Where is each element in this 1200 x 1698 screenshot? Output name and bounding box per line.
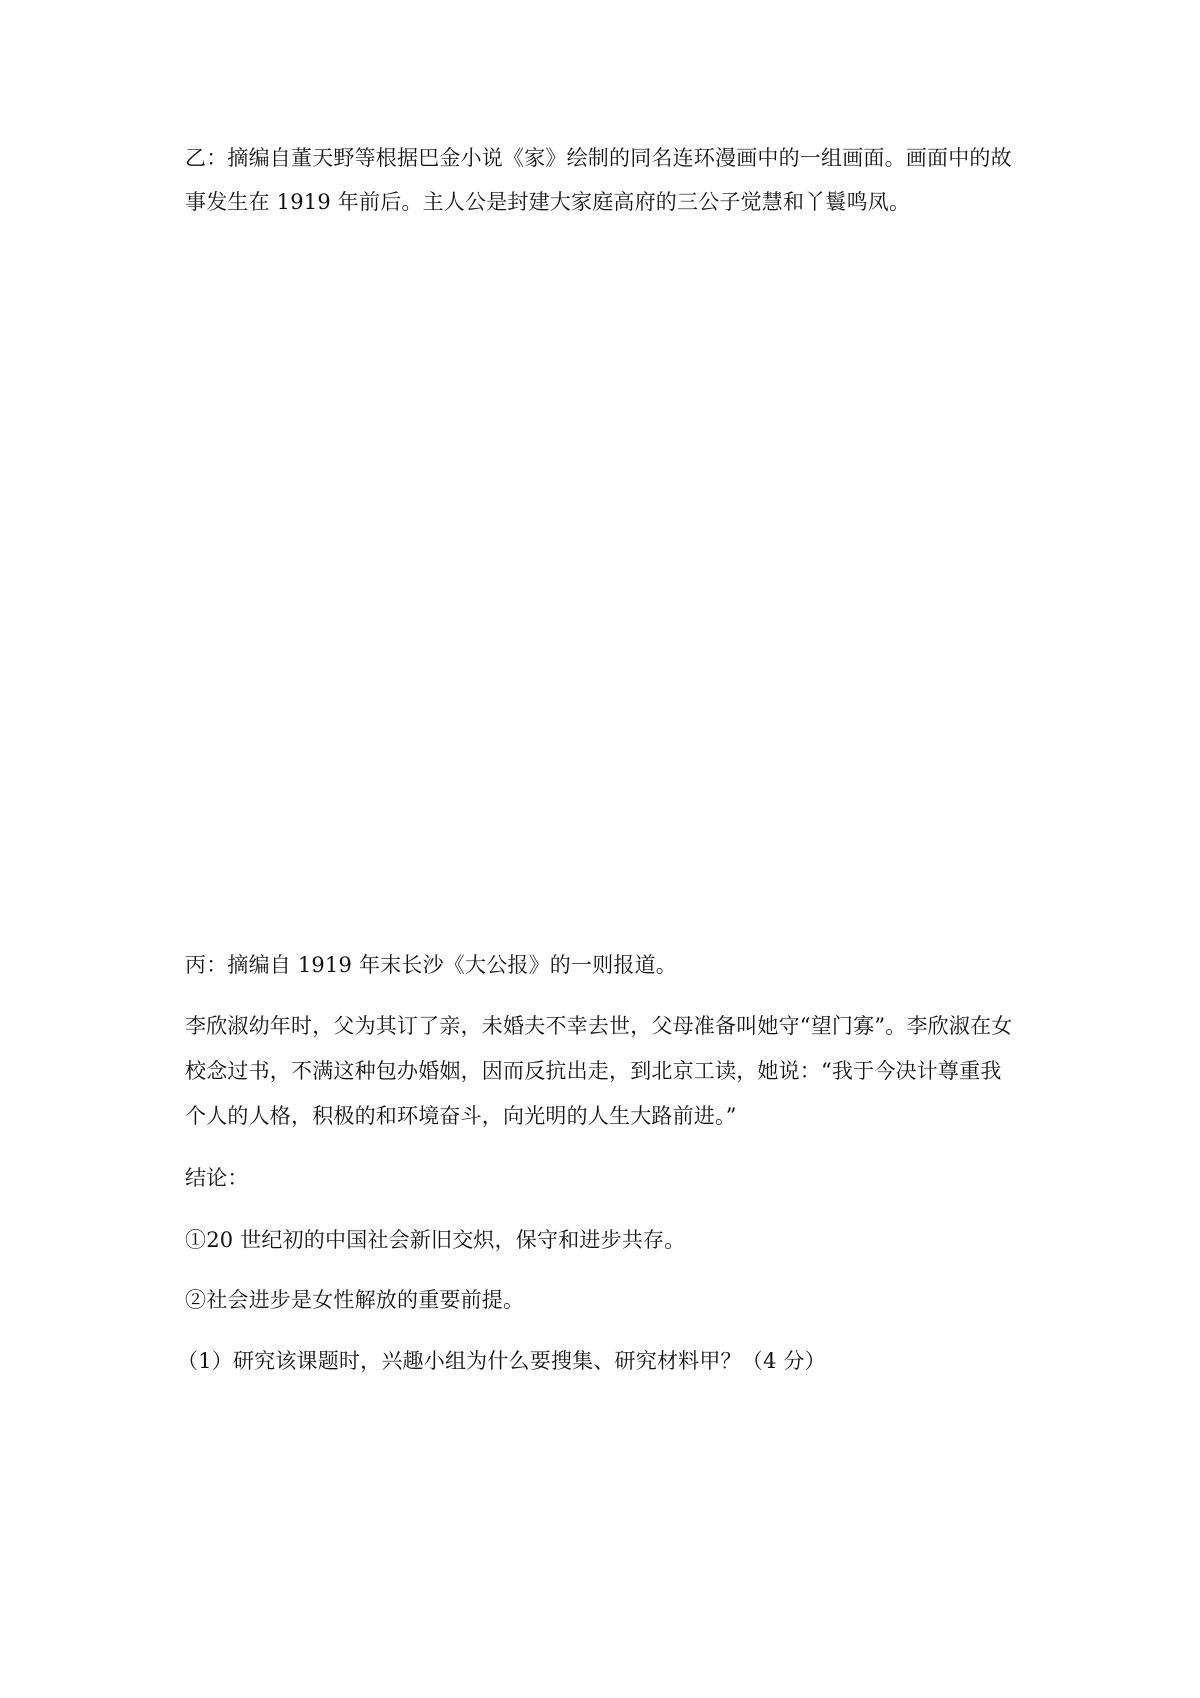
question-1: （1）研究该课题时，兴趣小组为什么要搜集、研究材料甲？（4 分） xyxy=(177,1349,826,1373)
material-yi-line-2: 事发生在 1919 年前后。主人公是封建大家庭高府的三公子觉慧和丫鬟鸣凤。 xyxy=(185,190,911,214)
material-bing-line-1: 李欣淑幼年时，父为其订了亲，未婚夫不幸去世，父母准备叫她守“望门寡”。李欣淑在女 xyxy=(185,1014,1013,1038)
material-bing-line-2: 校念过书，不满这种包办婚姻，因而反抗出走，到北京工读，她说：“我于今决计尊重我 xyxy=(185,1059,1002,1083)
material-yi-line-1: 乙：摘编自董天野等根据巴金小说《家》绘制的同名连环漫画中的一组画面。画面中的故 xyxy=(185,146,1012,170)
comic-image-area xyxy=(185,245,1035,925)
material-bing-heading: 丙：摘编自 1919 年末长沙《大公报》的一则报道。 xyxy=(185,953,677,977)
conclusion-item-1: ①20 世纪初的中国社会新旧交炽，保守和进步共存。 xyxy=(185,1228,686,1252)
conclusion-label: 结论： xyxy=(185,1166,249,1190)
material-bing-line-3: 个人的人格，积极的和环境奋斗，向光明的人生大路前进。” xyxy=(185,1104,737,1128)
conclusion-item-2: ②社会进步是女性解放的重要前提。 xyxy=(185,1288,525,1312)
